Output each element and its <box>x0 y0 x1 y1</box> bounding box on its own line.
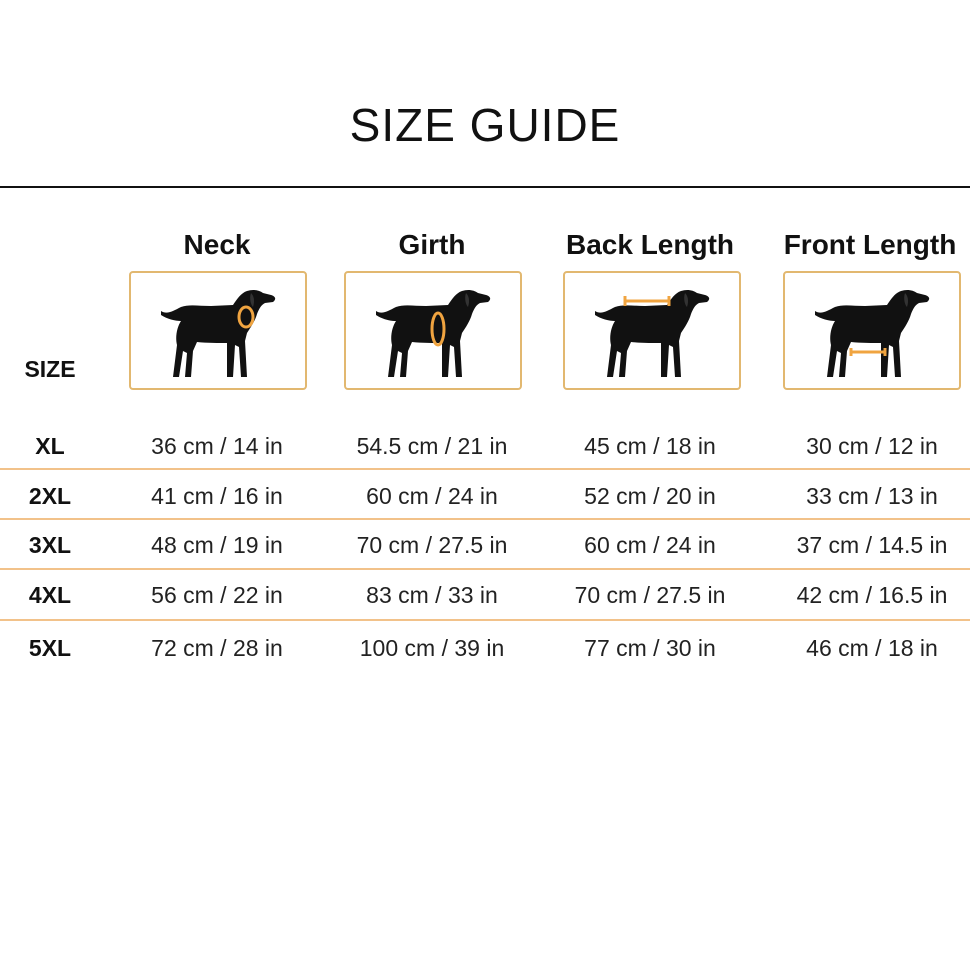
front-length-value: 37 cm / 14.5 in <box>796 532 948 558</box>
title-divider <box>0 186 970 188</box>
girth-value: 70 cm / 27.5 in <box>356 532 508 558</box>
front-length-value: 46 cm / 18 in <box>806 635 938 661</box>
back-length-value: 45 cm / 18 in <box>584 433 716 459</box>
table-row <box>0 426 970 466</box>
front-length-value: 33 cm / 13 in <box>806 483 938 509</box>
dog-girth-measure-icon <box>370 281 498 383</box>
front-length-value: 30 cm / 12 in <box>806 433 938 459</box>
neck-value: 36 cm / 14 in <box>151 433 283 459</box>
back-length-value: 77 cm / 30 in <box>584 635 716 661</box>
page-title: SIZE GUIDE <box>349 99 621 151</box>
girth-value: 60 cm / 24 in <box>366 483 498 509</box>
back-length-value: 60 cm / 24 in <box>584 532 716 558</box>
dog-neck-measure-icon <box>155 281 283 383</box>
neck-value: 56 cm / 22 in <box>151 582 283 608</box>
neck-value: 41 cm / 16 in <box>151 483 283 509</box>
table-row <box>0 476 970 516</box>
back-length-value: 52 cm / 20 in <box>584 483 716 509</box>
size-cell: 2XL <box>28 483 72 509</box>
size-column-header: SIZE <box>24 356 76 382</box>
neck-illustration-box <box>129 271 307 390</box>
column-header-front-length: Front Length <box>783 229 957 260</box>
column-header-girth: Girth <box>398 229 466 260</box>
back-length-value: 70 cm / 27.5 in <box>574 582 726 608</box>
neck-value: 48 cm / 19 in <box>151 532 283 558</box>
girth-value: 83 cm / 33 in <box>366 582 498 608</box>
dog-back-length-measure-icon <box>589 281 717 383</box>
row-divider <box>0 518 970 520</box>
table-row <box>0 575 970 615</box>
size-cell: XL <box>35 433 65 459</box>
row-divider <box>0 468 970 470</box>
back-length-illustration-box <box>563 271 741 390</box>
row-divider <box>0 568 970 570</box>
girth-value: 100 cm / 39 in <box>359 635 505 661</box>
dog-front-length-measure-icon <box>809 281 937 383</box>
front-length-value: 42 cm / 16.5 in <box>796 582 948 608</box>
size-cell: 5XL <box>28 635 72 661</box>
neck-value: 72 cm / 28 in <box>151 635 283 661</box>
row-divider <box>0 619 970 621</box>
front-length-illustration-box <box>783 271 961 390</box>
column-header-neck: Neck <box>183 229 251 260</box>
table-row <box>0 628 970 668</box>
girth-value: 54.5 cm / 21 in <box>356 433 508 459</box>
girth-illustration-box <box>344 271 522 390</box>
column-header-back-length: Back Length <box>565 229 735 260</box>
size-cell: 4XL <box>28 582 72 608</box>
table-row <box>0 525 970 565</box>
size-cell: 3XL <box>28 532 72 558</box>
